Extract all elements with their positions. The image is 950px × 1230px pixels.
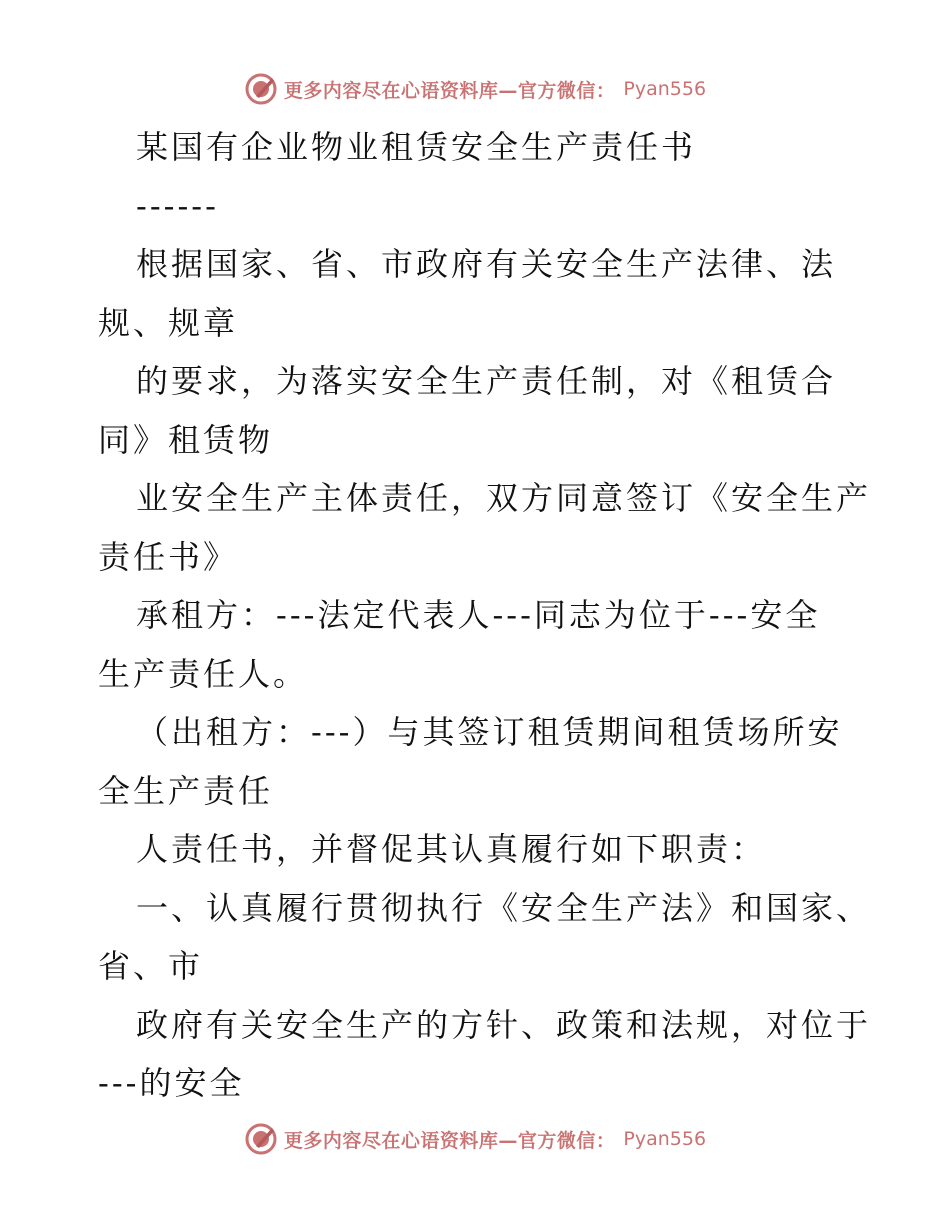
document-line: 根据国家、省、市政府有关安全生产法律、法: [136, 245, 837, 283]
document-line: 承租方：---法定代表人---同志为位于---安全: [136, 596, 821, 634]
footer-banner-text: 更多内容尽在心语资料库—官方微信：: [283, 1129, 616, 1152]
document-line: 一、认真履行贯彻执行《安全生产法》和国家、: [136, 888, 872, 927]
document-line: 生产责任人。: [98, 654, 309, 693]
document-line: 省、市: [98, 947, 204, 985]
document-line: 同》租赁物: [98, 420, 274, 459]
document-line: ------: [136, 186, 219, 225]
footer-banner-id: Pyan556: [623, 1128, 707, 1150]
document-line: 业安全生产主体责任，双方同意签订《安全生产: [136, 479, 872, 517]
quill-logo-icon: [244, 1122, 278, 1156]
quill-logo-icon: [244, 72, 278, 106]
document-body: [98, 118, 872, 1113]
document-line: （出租方：---）与其签订租赁期间租赁场所安: [136, 713, 843, 751]
document-line: 全生产责任: [98, 771, 274, 810]
footer-banner: [0, 1122, 950, 1156]
document-line: 人责任书，并督促其认真履行如下职责：: [136, 830, 767, 868]
document-line: ---的安全: [98, 1064, 245, 1102]
document-line: 规、规章: [98, 303, 239, 342]
document-line: 的要求，为落实安全生产责任制，对《租赁合: [136, 362, 837, 400]
document-line: 责任书》: [98, 537, 239, 576]
header-banner-text: 更多内容尽在心语资料库—官方微信：: [283, 79, 616, 102]
header-banner-id: Pyan556: [623, 78, 707, 100]
document-line: 政府有关安全生产的方针、政策和法规，对位于: [136, 1005, 872, 1044]
document-title: 某国有企业物业租赁安全生产责任书: [136, 128, 697, 166]
header-banner: [0, 72, 950, 106]
